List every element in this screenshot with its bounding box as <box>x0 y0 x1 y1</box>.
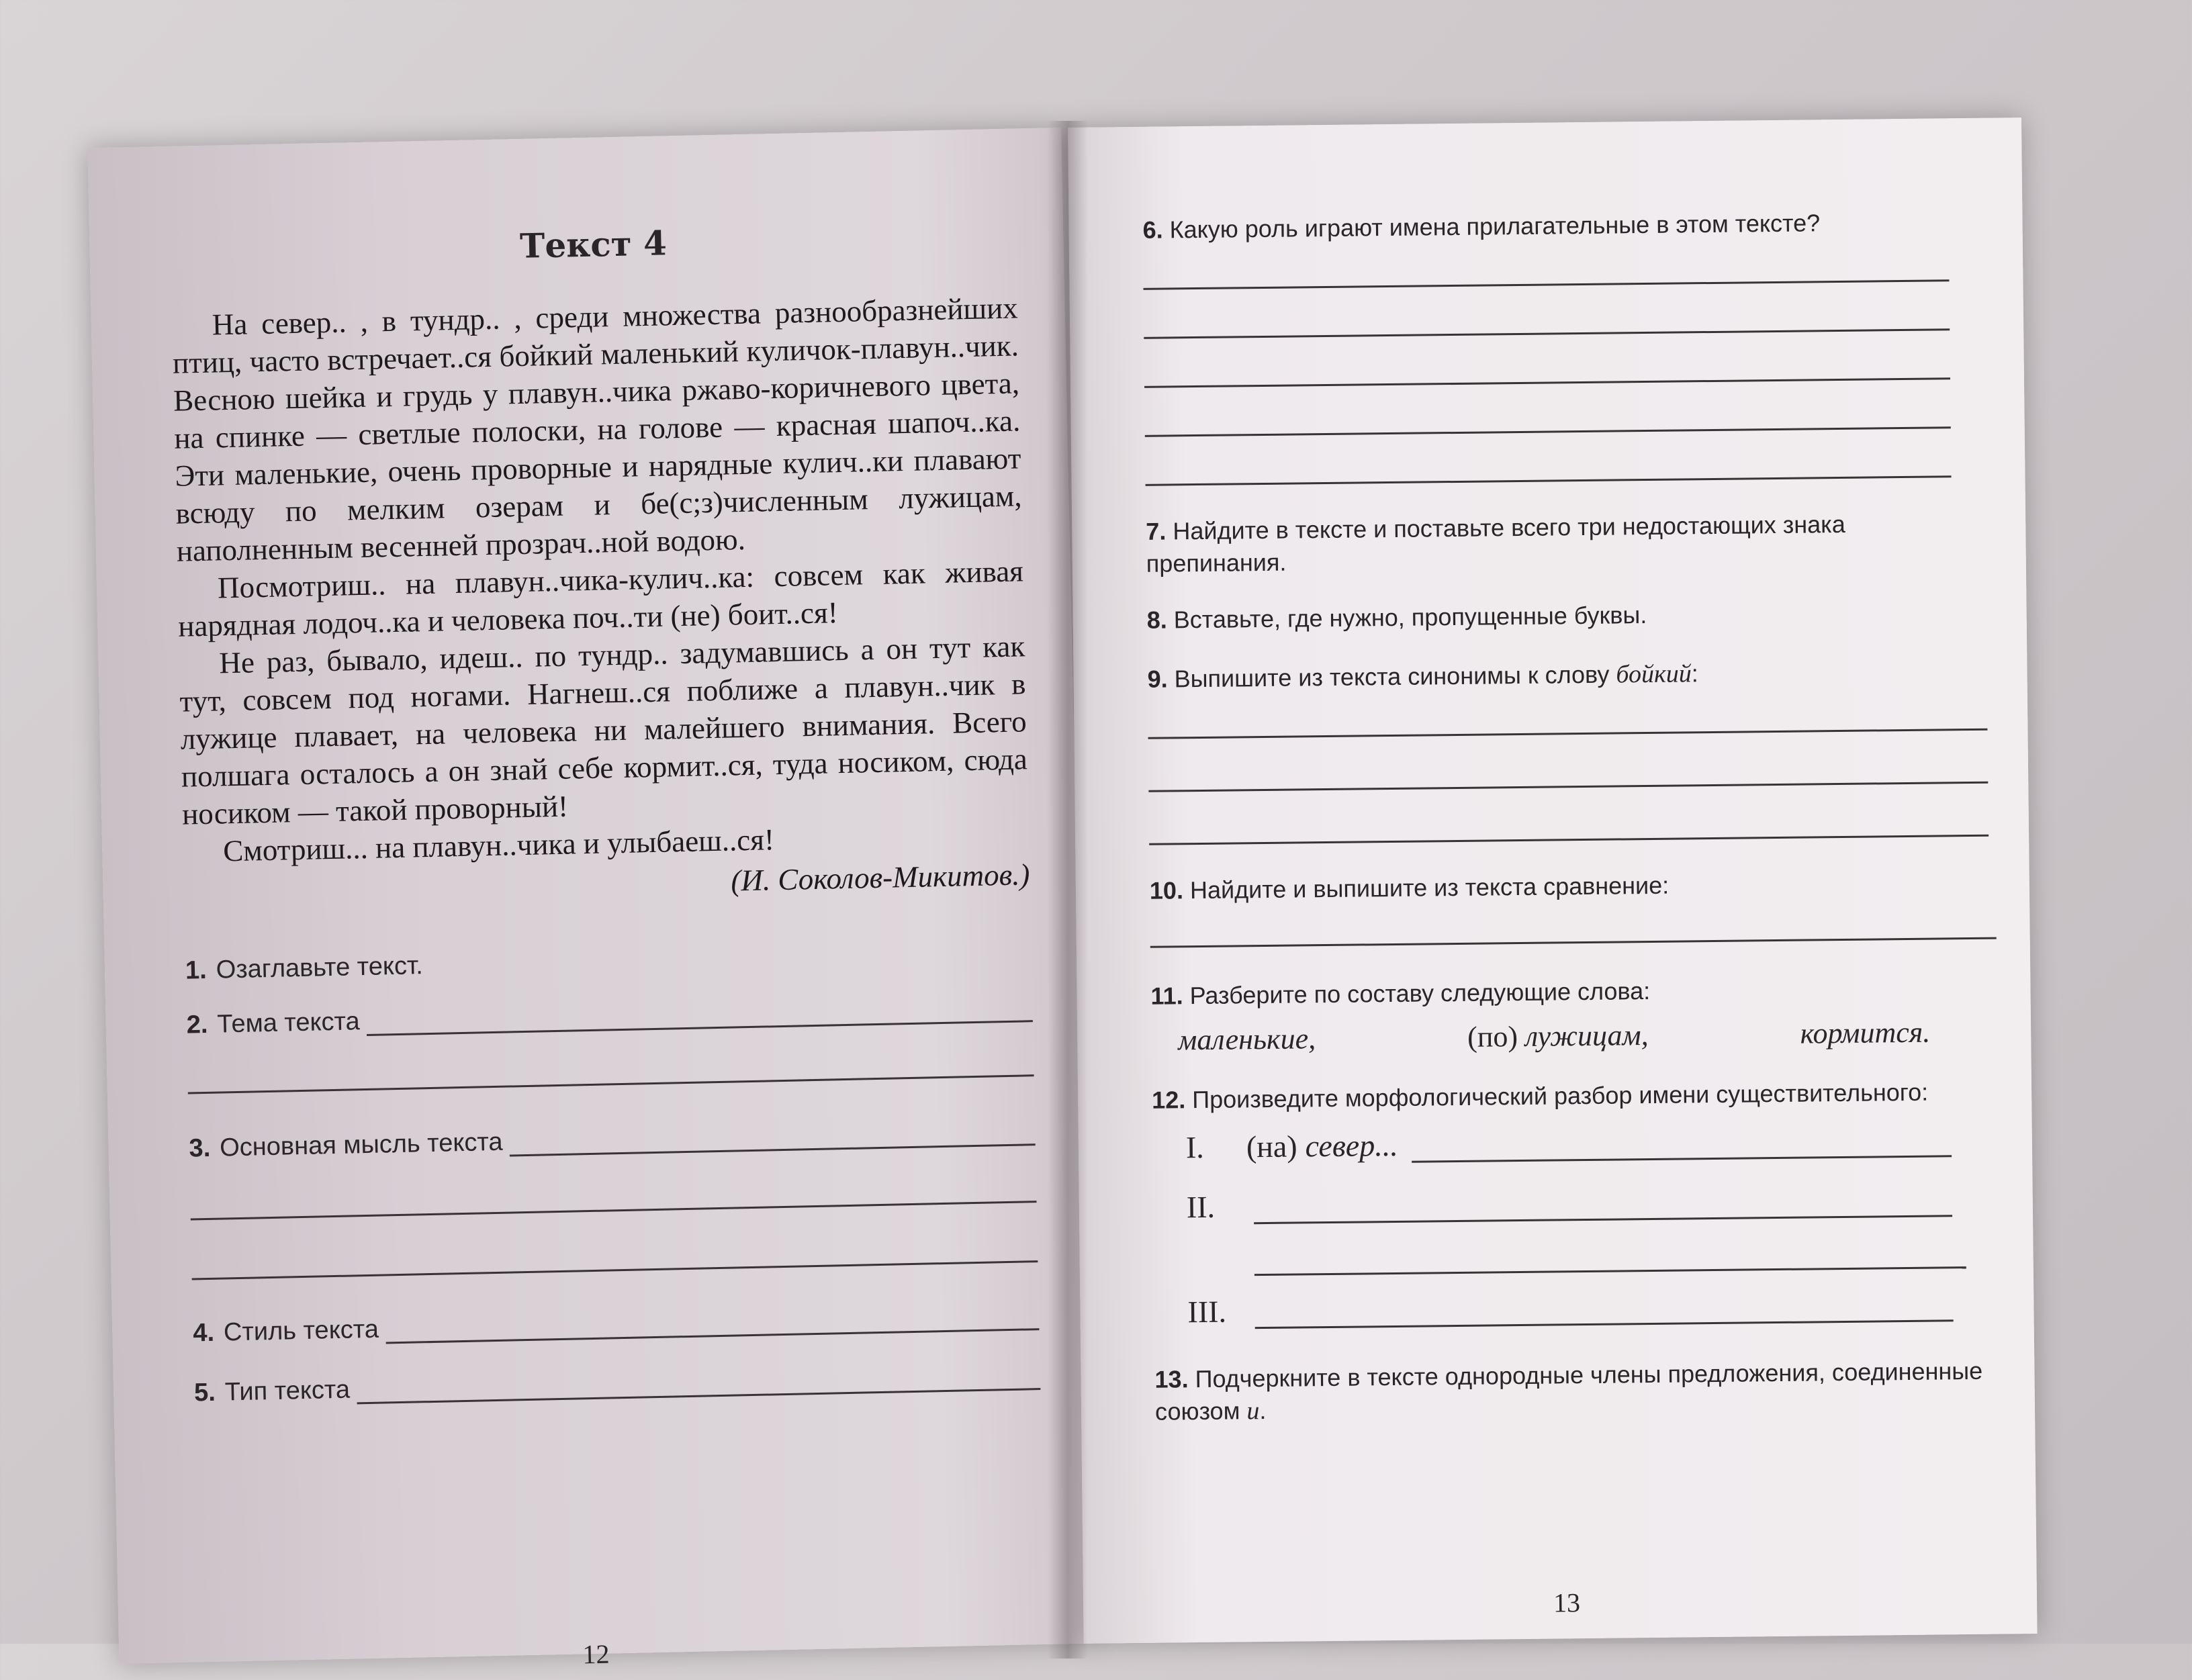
question-5-text: Тип текста <box>224 1375 351 1407</box>
roman-numeral-1: I. <box>1185 1129 1205 1165</box>
question-13-word: и <box>1246 1397 1260 1426</box>
parse-word-1: маленькие, <box>1177 1022 1316 1057</box>
question-4-text: Стиль текста <box>223 1315 379 1347</box>
roman-numeral-3: III. <box>1187 1294 1227 1329</box>
question-13-number: 13. <box>1154 1365 1189 1393</box>
page-number-left: 12 <box>582 1638 610 1670</box>
question-5-number: 5. <box>193 1378 216 1407</box>
open-workbook <box>60 128 2021 1670</box>
noun-word: север... <box>1305 1127 1398 1164</box>
right-page <box>1068 118 2038 1644</box>
parse-word-3: кормится. <box>1800 1015 1931 1050</box>
text-paragraph-3: Не раз, бывало, идеш.. по тундр.. задумавшись а он тут как тут, совсем под ногами. Нагнеш..ся поближе а плавун..чик в лужице плавает, на человека ни малейшего внимания. Всего полшага осталось а он знай себе кормит..ся, туда носиком, сюда носиком — такой проворный! <box>179 629 1028 831</box>
question-3-number: 3. <box>189 1133 211 1163</box>
question-10-text: Найдите и выпишите из текста сравнение: <box>1189 871 1670 904</box>
question-6-number: 6. <box>1142 216 1163 244</box>
question-11-text: Разберите по составу следующие слова: <box>1189 976 1651 1010</box>
question-3-text: Основная мысль текста <box>219 1127 503 1162</box>
question-12-number: 12. <box>1151 1086 1186 1114</box>
text-paragraph-1: На север.. , в тундр.. , среди множества разнообразнейших птиц, часто встречает..ся бойкий маленький куличок-плавун..чик. Весною шейка и грудь у плавун..чика ржаво-коричневого цвета, на спинке — светлые полоски, на голове — красная шапоч..ка. Эти маленькие, очень проворные и нарядные кулич..ки плавают всюду по мелким озерам и бе(с;з)численным лужицам, наполненным весенней прозрач..ной водою. <box>172 291 1022 568</box>
question-1-text: Озаглавьте текст. <box>216 951 424 984</box>
question-4-number: 4. <box>192 1318 215 1348</box>
question-9-text: Выпишите из текста синонимы к слову <box>1174 660 1610 693</box>
question-13 <box>1154 1354 2028 1428</box>
question-13-text: Подчеркните в тексте однородные члены предложения, соединенные союзом <box>1154 1356 1983 1426</box>
question-7-number: 7. <box>1146 517 1167 545</box>
answer-line[interactable] <box>357 1381 1040 1404</box>
question-9-word: бойкий <box>1616 659 1692 689</box>
question-7-text: Найдите в тексте и поставьте всего три недостающих знака препинания. <box>1146 510 1845 577</box>
noun-preposition: (на) <box>1246 1129 1297 1164</box>
question-12-text: Произведите морфологический разбор имени существительного: <box>1192 1078 1929 1114</box>
question-8-number: 8. <box>1146 606 1167 634</box>
question-8-text: Вставьте, где нужно, пропущенные буквы. <box>1173 601 1647 634</box>
question-1-number: 1. <box>185 955 208 985</box>
question-7 <box>1146 507 1966 580</box>
question-9-colon: : <box>1691 659 1698 688</box>
question-9-number: 9. <box>1147 665 1168 693</box>
text-author: (И. Соколов-Микитов.) <box>730 857 1030 898</box>
page-number-right: 13 <box>1553 1587 1581 1618</box>
text-paragraph-2: Посмотриш.. на плавун..чика-кулич..ка: совсем как живая нарядная лодоч..ка и человека поч..ти (не) боит..ся! <box>177 554 1024 643</box>
question-2-text: Тема текста <box>216 1007 361 1039</box>
roman-numeral-2: II. <box>1186 1189 1216 1225</box>
question-13-period: . <box>1259 1397 1267 1425</box>
text-title: Текст 4 <box>519 223 668 266</box>
question-10-number: 10. <box>1149 876 1184 904</box>
parse-word-2: (по) лужицам, <box>1467 1019 1649 1054</box>
left-page <box>87 128 1093 1670</box>
question-6-text: Какую роль играют имена прилагательные в этом тексте? <box>1169 209 1821 244</box>
question-2-number: 2. <box>186 1010 208 1039</box>
question-11-number: 11. <box>1150 982 1183 1010</box>
text-paragraph-4: Смотриш... на плавун..чика и улыбаеш..ся! <box>222 823 775 868</box>
